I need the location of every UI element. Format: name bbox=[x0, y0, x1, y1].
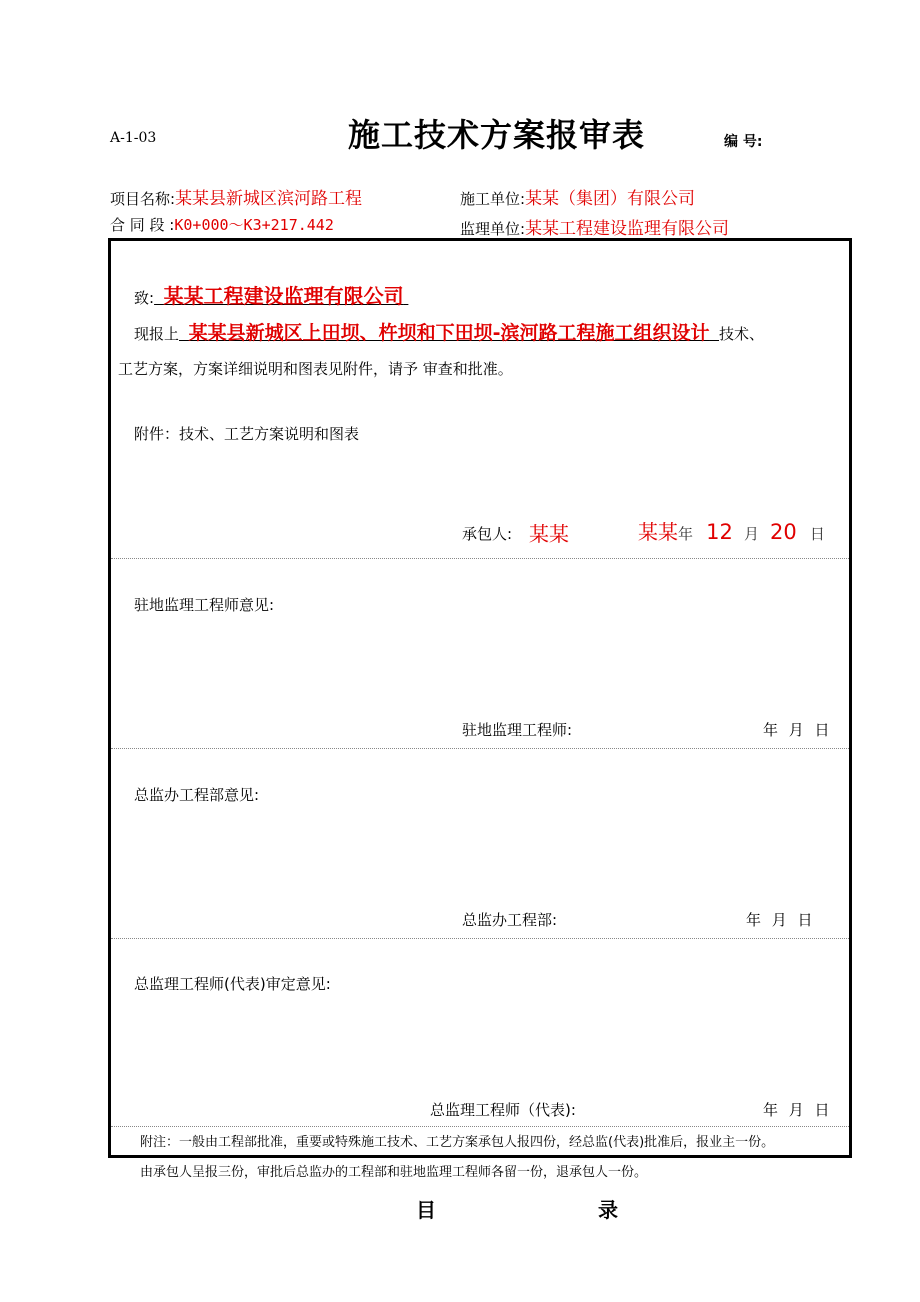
chief-date: 年 月 日 bbox=[763, 1101, 830, 1119]
application-day-value: 20 bbox=[770, 520, 797, 544]
attachment-line: 附件：技术、工艺方案说明和图表 bbox=[134, 425, 360, 443]
contractor-signature-value: 某某 bbox=[529, 522, 569, 546]
resident-signature-label: 驻地监理工程师: bbox=[462, 721, 573, 739]
addressee-label: 致: bbox=[134, 289, 155, 307]
report-line bbox=[134, 318, 764, 345]
section-divider bbox=[111, 748, 849, 749]
toc-heading-char-1: 目 bbox=[416, 1198, 436, 1222]
contract-section-row bbox=[110, 214, 334, 235]
report-line-2: 工艺方案，方案详细说明和图表见附件，请予 审查和批准。 bbox=[118, 360, 513, 378]
serial-number-label: 编 号: bbox=[724, 134, 763, 150]
resident-date: 年 月 日 bbox=[763, 721, 830, 739]
chief-signature-label: 总监理工程师（代表): bbox=[430, 1101, 576, 1119]
section-divider bbox=[111, 938, 849, 939]
report-prefix: 现报上 bbox=[134, 325, 180, 343]
office-date: 年 月 日 bbox=[746, 911, 813, 929]
supervisor-label: 监理单位: bbox=[460, 220, 526, 238]
application-year-unit: 年 bbox=[678, 525, 694, 543]
addressee-value: 某某工程建设监理有限公司 bbox=[163, 284, 404, 308]
toc-heading-char-2: 录 bbox=[598, 1198, 618, 1222]
application-year-value: 某某 bbox=[638, 520, 678, 544]
application-month-value: 12 bbox=[706, 520, 733, 544]
report-value: 某某县新城区上田坝、杵坝和下田坝-滨河路工程施工组织设计 bbox=[188, 322, 710, 344]
project-name-row bbox=[110, 184, 362, 209]
section-divider bbox=[111, 558, 849, 559]
footnote-line-1: 附注：一般由工程部批准，重要或特殊施工技术、工艺方案承包人报四份，经总监(代表)批准后，报业主一份。 bbox=[140, 1135, 775, 1150]
contractor-signature-label: 承包人: bbox=[462, 525, 513, 543]
project-name-label: 项目名称: bbox=[110, 190, 176, 208]
contractor-row bbox=[460, 184, 695, 209]
project-name-value: 某某县新城区滨河路工程 bbox=[175, 189, 363, 209]
report-suffix: 技术、 bbox=[719, 325, 765, 343]
application-day-unit: 日 bbox=[809, 525, 825, 543]
supervisor-value: 某某工程建设监理有限公司 bbox=[525, 219, 730, 239]
page-title: 施工技术方案报审表 bbox=[348, 116, 646, 154]
chief-opinion-label: 总监理工程师(代表)审定意见: bbox=[134, 975, 331, 993]
addressee-underline bbox=[154, 284, 408, 308]
report-underline bbox=[179, 322, 719, 344]
resident-opinion-label: 驻地监理工程师意见: bbox=[134, 596, 275, 614]
contract-section-label: 合 同 段 : bbox=[110, 216, 175, 234]
footnote-line-2: 由承包人呈报三份，审批后总监办的工程部和驻地监理工程师各留一份，退承包人一份。 bbox=[140, 1165, 648, 1180]
application-month-unit: 月 bbox=[743, 525, 759, 543]
addressee-line bbox=[134, 280, 408, 309]
contractor-value: 某某（集团）有限公司 bbox=[525, 189, 696, 209]
office-opinion-label: 总监办工程部意见: bbox=[134, 786, 260, 804]
contract-section-value: K0+000～K3+217.442 bbox=[174, 216, 334, 234]
application-date bbox=[638, 516, 825, 545]
supervisor-row bbox=[460, 214, 729, 239]
contractor-label: 施工单位: bbox=[460, 190, 526, 208]
office-signature-label: 总监办工程部: bbox=[462, 911, 558, 929]
section-divider bbox=[111, 1126, 849, 1127]
form-code: A-1-03 bbox=[110, 130, 157, 146]
